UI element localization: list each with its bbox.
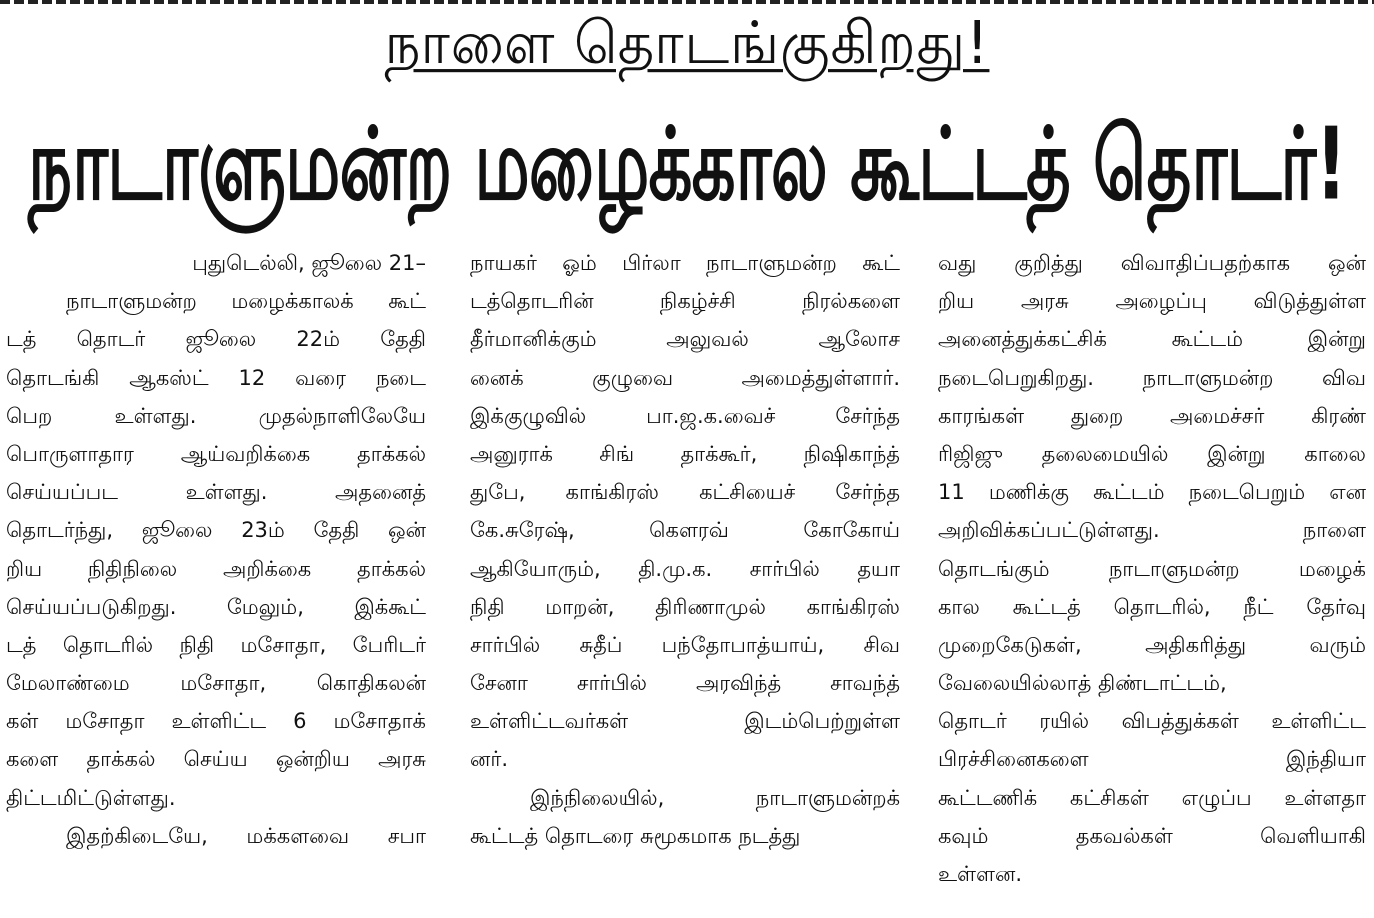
article-line: டத் தொடரில் நிதி மசோதா, பேரிடர் <box>6 632 426 657</box>
article-line: சேனா சார்பில் அரவிந்த் சாவந்த் <box>470 671 900 696</box>
article-line: தொடங்கி ஆகஸ்ட் 12 வரை நடை <box>6 365 426 390</box>
article-line: றிய நிதிநிலை அறிக்கை தாக்கல் <box>6 556 426 581</box>
article-line: தொடர்ந்து, ஜூலை 23ம் தேதி ஒன் <box>6 518 426 543</box>
article-line: வேலையில்லாத் திண்டாட்டம், <box>938 671 1227 696</box>
article-line: புதுடெல்லி, ஜூலை 21– <box>192 251 426 275</box>
article-line: னைக் குழுவை அமைத்துள்ளார். <box>470 365 900 390</box>
article-line: கவும் தகவல்கள் வெளியாகி <box>938 823 1366 848</box>
article-line: இக்குழுவில் பா.ஜ.க.வைச் சேர்ந்த <box>470 403 900 428</box>
article-column-2 <box>470 244 900 914</box>
article-line: நாடாளுமன்ற மழைக்காலக் கூட் <box>66 289 426 314</box>
article-column-3 <box>938 244 1366 914</box>
article-line: செய்யப்படுகிறது. மேலும், இக்கூட் <box>6 594 426 619</box>
kicker <box>0 6 1374 88</box>
article-line: டத்தொடரின் நிகழ்ச்சி நிரல்களை <box>470 289 900 314</box>
headline: நாடாளுமன்ற மழைக்கால கூட்டத் தொடர்! <box>27 106 1347 223</box>
article-line: கால கூட்டத் தொடரில், நீட் தேர்வு <box>938 594 1366 619</box>
article-line: செய்யப்பட உள்ளது. அதனைத் <box>6 480 426 505</box>
article-line: தொடர் ரயில் விபத்துக்கள் உள்ளிட்ட <box>938 709 1366 734</box>
article-line: திட்டமிட்டுள்ளது. <box>6 785 176 810</box>
article-line: உள்ளன. <box>938 862 1022 886</box>
article-line: தீர்மானிக்கும் அலுவல் ஆலோச <box>470 327 900 352</box>
article-line: உள்ளிட்டவர்கள் இடம்பெற்றுள்ள <box>470 709 900 734</box>
article-line: நிதி மாறன், திரிணாமுல் காங்கிரஸ் <box>470 594 900 619</box>
article-line: பொருளாதார ஆய்வறிக்கை தாக்கல் <box>6 441 426 466</box>
article-line: துபே, காங்கிரஸ் கட்சியைச் சேர்ந்த <box>470 480 900 505</box>
kicker-text: நாளை தொடங்குகிறது! <box>384 9 990 78</box>
article-line: கள் மசோதா உள்ளிட்ட 6 மசோதாக் <box>6 709 426 734</box>
article-line: றிய அரசு அழைப்பு விடுத்துள்ள <box>938 289 1366 314</box>
article-line: வது குறித்து விவாதிப்பதற்காக ஒன் <box>938 251 1366 275</box>
article-line: பெற உள்ளது. முதல்நாளிலேயே <box>6 403 426 428</box>
article-line: ரிஜிஜு தலைமையில் இன்று காலை <box>938 441 1366 466</box>
article-line: சார்பில் சுதீப் பந்தோபாத்யாய், சிவ <box>470 632 900 657</box>
article-column-1 <box>6 244 426 914</box>
article-line: மேலாண்மை மசோதா, கொதிகலன் <box>6 671 426 696</box>
article-line: இந்நிலையில், நாடாளுமன்றக் <box>530 785 900 810</box>
article-line: னர். <box>470 747 509 772</box>
article-line: கூட்டணிக் கட்சிகள் எழுப்ப உள்ளதா <box>938 785 1366 810</box>
article-line: டத் தொடர் ஜூலை 22ம் தேதி <box>6 327 426 352</box>
article-line: தொடங்கும் நாடாளுமன்ற மழைக் <box>938 556 1366 581</box>
article-line: கே.சுரேஷ், கௌரவ் கோகோய் <box>470 518 900 543</box>
article-line: அறிவிக்கப்பட்டுள்ளது. நாளை <box>938 518 1366 543</box>
article-line: அனுராக் சிங் தாக்கூர், நிஷிகாந்த் <box>470 441 900 466</box>
article-line: அனைத்துக்கட்சிக் கூட்டம் இன்று <box>938 327 1366 352</box>
article-line: களை தாக்கல் செய்ய ஒன்றிய அரசு <box>6 747 426 772</box>
article-line: 11 மணிக்கு கூட்டம் நடைபெறும் என <box>938 480 1366 505</box>
article-line: நடைபெறுகிறது. நாடாளுமன்ற விவ <box>938 365 1366 390</box>
article-line: கூட்டத் தொடரை சுமூகமாக நடத்து <box>470 823 801 848</box>
article-line: நாயகர் ஓம் பிர்லா நாடாளுமன்ற கூட் <box>470 251 900 275</box>
top-rule <box>0 0 1374 4</box>
article-line: பிரச்சினைகளை இந்தியா <box>938 747 1366 772</box>
article-line: ஆகியோரும், தி.மு.க. சார்பில் தயா <box>470 556 900 581</box>
article-line: முறைகேடுகள், அதிகரித்து வரும் <box>938 632 1366 657</box>
article-line: இதற்கிடையே, மக்களவை சபா <box>66 823 426 848</box>
article-line: காரங்கள் துறை அமைச்சர் கிரண் <box>938 403 1366 428</box>
